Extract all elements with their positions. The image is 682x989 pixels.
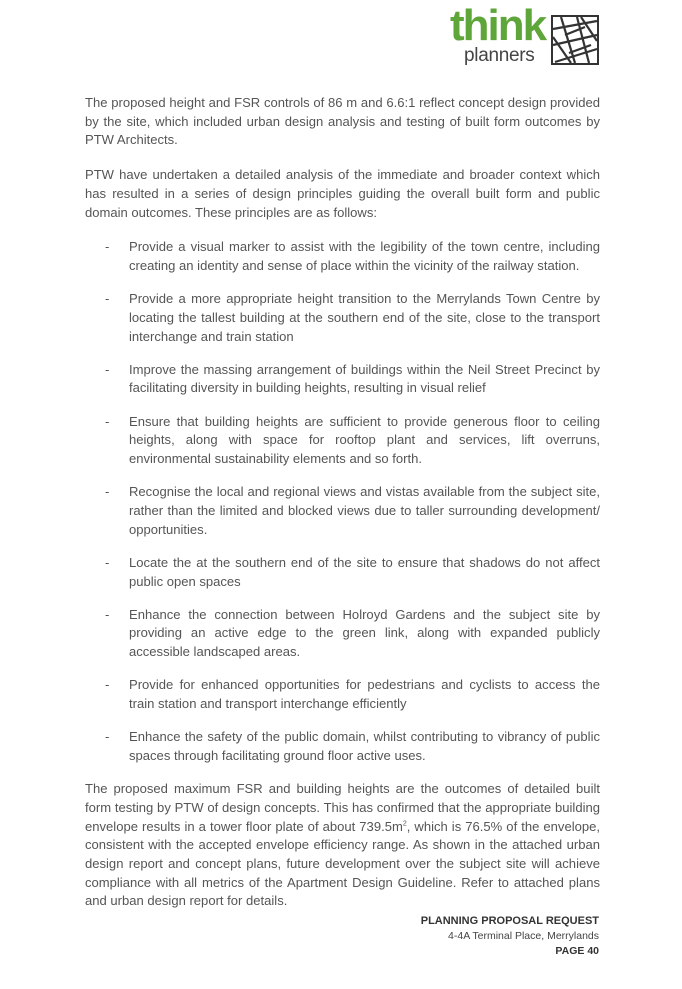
- design-principles-list: [85, 238, 600, 765]
- list-item-text: Improve the massing arrangement of buildings within the Neil Street Precinct by facilitating diversity in building heights, resulting in visual relief: [129, 361, 600, 396]
- list-item: [85, 606, 600, 662]
- list-item: [85, 361, 600, 398]
- list-item: [85, 728, 600, 765]
- list-item-text: Enhance the safety of the public domain, whilst contributing to vibrancy of public spaces through facilitating ground floor active uses.: [129, 729, 600, 763]
- list-dash: -: [105, 291, 110, 307]
- list-dash: -: [105, 554, 110, 570]
- conclusion-paragraph: [85, 780, 600, 911]
- list-item: [85, 413, 600, 469]
- conclusion-text-part2: , which is 76.5% of the envelope, consistent with the accepted envelope efficiency range. As shown in the attached urban design report and concept plans, future development over the subject site will achieve compliance with all metrics of the Apartment Design Guideline. Refer to attached plans and urban design report for details.: [85, 818, 601, 909]
- list-item-text: Enhance the connection between Holroyd Gardens and the subject site by providing an active edge to the green link, along with expanded publicly accessible landscaped areas.: [129, 606, 600, 660]
- list-dash: -: [105, 239, 110, 255]
- page-number: PAGE 40: [555, 945, 599, 957]
- list-item: [85, 554, 600, 591]
- footer-document-title: PLANNING PROPOSAL REQUEST: [420, 915, 599, 927]
- page-footer: [421, 914, 599, 959]
- street-map-logo-icon: [551, 15, 599, 65]
- list-dash: -: [105, 413, 110, 429]
- list-item-text: Locate the at the southern end of the site to ensure that shadows do not affect public open spaces: [129, 554, 600, 589]
- list-item-text: Provide a visual marker to assist with the legibility of the town centre, including creating an identity and sense of place within the vicinity of the railway station.: [129, 239, 600, 273]
- logo-planners-text: planners: [464, 45, 535, 66]
- list-dash: -: [105, 361, 110, 377]
- list-dash: -: [105, 606, 110, 622]
- superscript-2: 2: [402, 820, 407, 828]
- list-item-text: Provide a more appropriate height transition to the Merrylands Town Centre by locating the tallest building at the southern end of the site, close to the transport interchange and train station: [129, 291, 600, 344]
- list-item: [85, 238, 600, 275]
- list-dash: -: [105, 729, 110, 745]
- conclusion-text-part1: The proposed maximum FSR and building heights are the outcomes of detailed built form testing by PTW of design concepts. This has confirmed that the appropriate building envelope results in a tower floor plate of about 739.5m: [85, 781, 600, 834]
- list-item: [85, 676, 600, 713]
- intro-paragraph-2: PTW have undertaken a detailed analysis of the immediate and broader context which has resulted in a series of design principles guiding the overall built form and public domain outcomes. These principles are as follows:: [85, 167, 600, 220]
- think-planners-logo: [448, 1, 603, 70]
- list-item: [85, 290, 600, 346]
- intro-paragraph-1: The proposed height and FSR controls of 86 m and 6.6:1 reflect concept design provided by the site, which included urban design analysis and testing of built form outcomes by PTW Architects.: [85, 95, 600, 148]
- list-dash: -: [105, 677, 110, 693]
- list-item-text: Recognise the local and regional views and vistas available from the subject site, rather than the limited and blocked views due to taller surrounding development/ opportunities.: [129, 484, 600, 537]
- logo-think-text: think: [450, 1, 546, 50]
- footer-address: 4-4A Terminal Place, Merrylands: [448, 930, 599, 942]
- list-item-text: Provide for enhanced opportunities for pedestrians and cyclists to access the train station and transport interchange efficiently: [129, 677, 600, 712]
- list-item-text: Ensure that building heights are sufficient to provide generous floor to ceiling heights, along with space for rooftop plant and services, lift overruns, environmental sustainability elements and so forth.: [129, 413, 600, 467]
- page-body: [85, 94, 600, 927]
- list-dash: -: [105, 484, 110, 500]
- list-item: [85, 483, 600, 539]
